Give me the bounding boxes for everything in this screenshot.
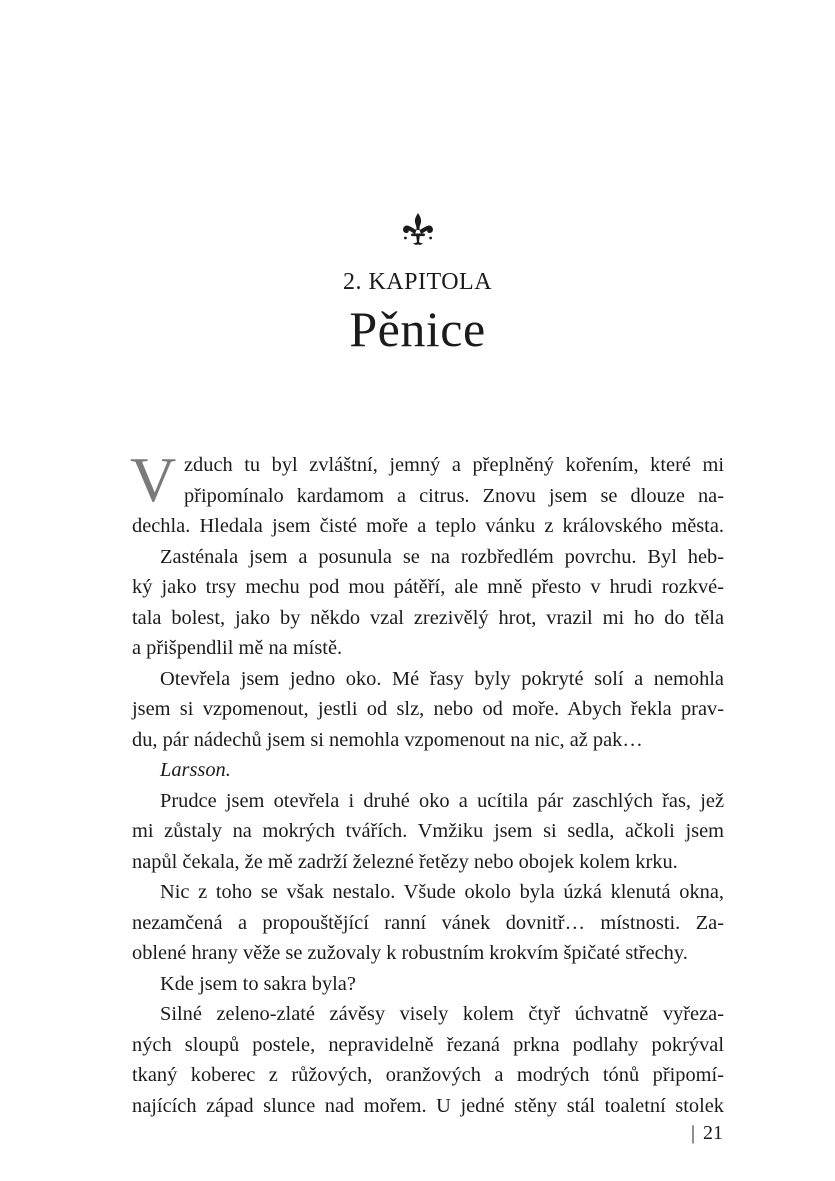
- text-line: oblené hrany věže se zužovaly k robustním krokvím špičaté střechy.: [132, 942, 688, 964]
- text-line: napůl čekala, že mě zadrží železné řetězy nebo obojek kolem krku.: [132, 850, 678, 873]
- text-line: nezamčená a propouštějící ranní vánek dovnitř… místnosti. Za-: [132, 911, 724, 934]
- text-line: Nic z toho se však nestalo. Všude okolo byla úzká klenutá okna,: [160, 881, 724, 903]
- text-line: du, pár nádechů jsem si nemohla vzpomenout na nic, až pak…: [132, 728, 643, 751]
- text-line: ných sloupů postele, nepravidelně řezaná prkna podlahy pokrýval: [132, 1033, 724, 1056]
- text-line: mi zůstaly na mokrých tvářích. Vmžiku jsem si sedla, ačkoli jsem: [132, 820, 724, 842]
- text-line: Kde jsem to sakra byla?: [160, 972, 356, 995]
- text-line: a přišpendlil mě na místě.: [132, 637, 343, 659]
- text-line: připomínalo kardamom a citrus. Znovu jsem se dlouze na-: [184, 484, 724, 507]
- folio-separator: |: [690, 1122, 695, 1144]
- text-line: tkaný koberec z růžových, oranžových a modrých tónů připomí-: [132, 1064, 724, 1086]
- text-line: najících západ slunce nad mořem. U jedné stěny stál toaletní stolek: [132, 1094, 724, 1117]
- text-line: Prudce jsem otevřela i druhé oko a ucítila pár zaschlých řas, jež: [160, 789, 724, 812]
- drop-cap: V: [130, 444, 177, 515]
- text-line: Silné zeleno-zlaté závěsy visely kolem čtyř úchvatně vyřeza-: [160, 1003, 724, 1025]
- chapter-title: Pěnice: [349, 301, 486, 357]
- text-line: Zasténala jsem a posunula se na rozbředlém povrchu. Byl heb-: [160, 545, 724, 568]
- text-line: Otevřela jsem jedno oko. Mé řasy byly pokryté solí a nemohla: [160, 667, 724, 690]
- text-line: tala bolest, jako by někdo vzal zrezivělý hrot, vrazil mi ho do těla: [132, 606, 724, 629]
- fleur-de-lis-icon: [398, 212, 438, 246]
- text-line: ký jako trsy mechu pod mou pátěří, ale mně přesto v hrudi rozkvé-: [132, 576, 724, 598]
- chapter-body: [130, 444, 724, 1121]
- page-folio: [691, 1121, 723, 1145]
- text-line: dechla. Hledala jsem čisté moře a teplo vánku z královského města.: [132, 515, 724, 537]
- text-line: zduch tu byl zvláštní, jemný a přeplněný kořením, které mi: [184, 454, 724, 476]
- chapter-number: 2. KAPITOLA: [342, 269, 493, 295]
- text-line: jsem si vzpomenout, jestli od slz, nebo od moře. Abych řekla prav-: [132, 698, 724, 720]
- page-number: 21: [703, 1122, 723, 1144]
- chapter-ornament: [0, 212, 835, 251]
- text-line-italic: Larsson.: [160, 759, 231, 781]
